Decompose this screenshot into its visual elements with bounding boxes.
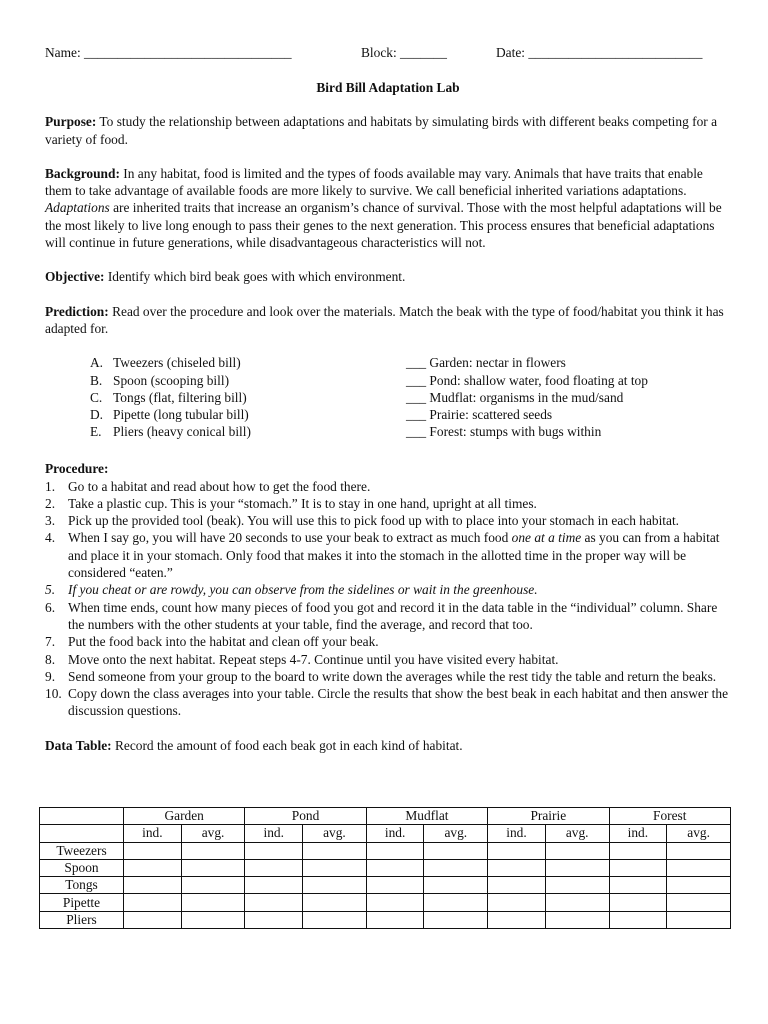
step-number: 5. bbox=[45, 582, 56, 598]
data-cell[interactable] bbox=[366, 911, 424, 928]
prediction-section bbox=[45, 303, 731, 338]
beak-text: Spoon (scooping bill) bbox=[113, 372, 230, 388]
beak-text: Tongs (flat, filtering bill) bbox=[113, 389, 247, 405]
beak-text: Pipette (long tubular bill) bbox=[113, 407, 249, 423]
step-text: Send someone from your group to the board to write down the averages while the rest tidy the table and return the beaks. bbox=[68, 668, 717, 684]
procedure-step bbox=[45, 495, 731, 512]
data-cell[interactable] bbox=[366, 859, 424, 876]
step-text-pre: When I say go, you will have 20 seconds to use your beak to extract as much food bbox=[68, 530, 512, 546]
data-table-caption-text: Record the amount of food each beak got in each kind of habitat. bbox=[111, 737, 463, 753]
date-field[interactable]: Date: __________________________ bbox=[496, 45, 703, 60]
table-row bbox=[40, 911, 731, 928]
procedure-list bbox=[45, 478, 731, 720]
step-text: Pick up the provided tool (beak). You will use this to pick food up with to place into your stomach in each habitat. bbox=[68, 513, 680, 529]
beak-item bbox=[90, 423, 251, 440]
step-text: Move onto the next habitat. Repeat steps 4-7. Continue until you have visited every habitat. bbox=[68, 651, 559, 667]
objective-text: Identify which bird beak goes with which environment. bbox=[104, 269, 406, 285]
procedure-step bbox=[45, 685, 731, 720]
habitat-match-list bbox=[406, 354, 648, 440]
data-cell[interactable] bbox=[245, 911, 303, 928]
habitat-header-forest: Forest bbox=[609, 808, 731, 825]
data-cell[interactable] bbox=[366, 842, 424, 859]
data-table-caption bbox=[45, 737, 731, 754]
step-text: If you cheat or are rowdy, you can observe from the sidelines or wait in the greenhouse. bbox=[68, 582, 538, 598]
block-field[interactable]: Block: _______ bbox=[361, 45, 447, 60]
step-number: 4. bbox=[45, 530, 56, 546]
procedure-step bbox=[45, 581, 731, 598]
data-cell[interactable] bbox=[545, 859, 609, 876]
row-label: Tongs bbox=[40, 877, 124, 894]
prediction-label: Prediction: bbox=[45, 303, 109, 319]
background-section bbox=[45, 165, 731, 251]
sub-header-ind: ind. bbox=[245, 825, 303, 842]
step-text: Go to a habitat and read about how to get the food there. bbox=[68, 478, 371, 494]
row-label: Spoon bbox=[40, 859, 124, 876]
data-cell[interactable] bbox=[488, 877, 546, 894]
row-label: Pliers bbox=[40, 911, 124, 928]
adaptations-term: Adaptations bbox=[45, 200, 110, 216]
data-cell[interactable] bbox=[124, 894, 182, 911]
beak-letter: D. bbox=[90, 407, 104, 423]
beak-item bbox=[90, 406, 251, 423]
background-text-2: are inherited traits that increase an organism’s chance of survival. Those with the most helpful adaptations will be the most likely to live long enough to pass their genes to the next generation. This process ensures that beneficial adaptations will continue in future generations, while disadvantageous characteristics will not. bbox=[45, 200, 722, 251]
data-cell[interactable] bbox=[366, 877, 424, 894]
purpose-section bbox=[45, 113, 731, 148]
sub-header-ind: ind. bbox=[609, 825, 667, 842]
beak-list bbox=[90, 354, 251, 440]
data-cell[interactable] bbox=[609, 842, 667, 859]
habitat-header-mudflat: Mudflat bbox=[366, 808, 487, 825]
procedure-step bbox=[45, 478, 731, 495]
beak-item bbox=[90, 354, 251, 371]
data-cell[interactable] bbox=[488, 842, 546, 859]
purpose-text: To study the relationship between adaptations and habitats by simulating birds with different beaks competing for a variety of food. bbox=[45, 114, 718, 147]
data-cell[interactable] bbox=[424, 911, 488, 928]
beak-text: Tweezers (chiseled bill) bbox=[113, 355, 241, 371]
habitat-header-prairie: Prairie bbox=[488, 808, 609, 825]
data-cell[interactable] bbox=[181, 894, 245, 911]
sub-header-ind: ind. bbox=[124, 825, 182, 842]
procedure-step bbox=[45, 529, 731, 581]
data-cell[interactable] bbox=[303, 894, 367, 911]
data-cell[interactable] bbox=[245, 877, 303, 894]
step-text: Take a plastic cup. This is your “stomach.” It is to stay in one hand, upright at all times. bbox=[68, 495, 537, 511]
habitat-header-garden: Garden bbox=[124, 808, 245, 825]
habitat-match-item[interactable]: ___ Pond: shallow water, food floating at top bbox=[406, 372, 648, 388]
procedure-step bbox=[45, 599, 731, 634]
beak-letter: C. bbox=[90, 389, 103, 405]
sub-header-ind: ind. bbox=[488, 825, 546, 842]
data-cell[interactable] bbox=[545, 894, 609, 911]
beak-text: Pliers (heavy conical bill) bbox=[113, 424, 251, 440]
step-number: 9. bbox=[45, 668, 56, 684]
data-cell[interactable] bbox=[245, 842, 303, 859]
data-cell[interactable] bbox=[124, 911, 182, 928]
corner-cell bbox=[40, 825, 124, 842]
procedure-step bbox=[45, 651, 731, 668]
habitat-match-item[interactable]: ___ Forest: stumps with bugs within bbox=[406, 424, 602, 440]
data-cell[interactable] bbox=[303, 842, 367, 859]
data-cell[interactable] bbox=[303, 877, 367, 894]
habitat-match-item[interactable]: ___ Garden: nectar in flowers bbox=[406, 355, 566, 371]
data-cell[interactable] bbox=[545, 911, 609, 928]
prediction-text: Read over the procedure and look over the materials. Match the beak with the type of food/habitat you think it has adapted for. bbox=[45, 303, 724, 336]
step-text-emphasis: one at a time bbox=[511, 530, 582, 546]
data-table-label: Data Table: bbox=[45, 737, 112, 753]
beak-letter: B. bbox=[90, 372, 103, 388]
sub-header-avg: avg. bbox=[424, 825, 488, 842]
step-text: Copy down the class averages into your table. Circle the results that show the best beak in each habitat and then answer the discussion questions. bbox=[68, 686, 729, 719]
sub-header-avg: avg. bbox=[667, 825, 731, 842]
data-cell[interactable] bbox=[245, 894, 303, 911]
step-number: 1. bbox=[45, 478, 56, 494]
table-row bbox=[40, 842, 731, 859]
worksheet-page bbox=[45, 44, 731, 754]
data-cell[interactable] bbox=[488, 894, 546, 911]
objective-label: Objective: bbox=[45, 269, 105, 285]
data-cell[interactable] bbox=[303, 859, 367, 876]
step-number: 3. bbox=[45, 513, 56, 529]
background-label: Background: bbox=[45, 165, 120, 181]
data-cell[interactable] bbox=[181, 842, 245, 859]
table-row bbox=[40, 859, 731, 876]
data-cell[interactable] bbox=[424, 842, 488, 859]
data-cell[interactable] bbox=[181, 859, 245, 876]
data-cell[interactable] bbox=[609, 859, 667, 876]
data-cell[interactable] bbox=[609, 911, 667, 928]
data-cell[interactable] bbox=[545, 842, 609, 859]
step-number: 10. bbox=[45, 686, 62, 702]
data-cell[interactable] bbox=[667, 877, 731, 894]
beak-habitat-matching bbox=[45, 354, 731, 442]
data-cell[interactable] bbox=[667, 859, 731, 876]
procedure-label: Procedure: bbox=[45, 461, 109, 477]
step-text-post: as you can from a habitat and place it in your stomach. Only food that makes it into the stomach in the allotted time in the proper way will be considered “eaten.” bbox=[68, 530, 720, 581]
beak-item bbox=[90, 372, 251, 389]
step-text: When time ends, count how many pieces of food you got and record it in the data table in the “individual” column. Share the numbers with the other students at your table, find the average, and record that too. bbox=[68, 599, 718, 632]
data-cell[interactable] bbox=[488, 859, 546, 876]
beak-letter: A. bbox=[90, 355, 104, 371]
data-table bbox=[39, 807, 731, 929]
data-cell[interactable] bbox=[181, 877, 245, 894]
data-cell[interactable] bbox=[424, 859, 488, 876]
sub-header-avg: avg. bbox=[303, 825, 367, 842]
data-cell[interactable] bbox=[424, 894, 488, 911]
data-cell[interactable] bbox=[366, 894, 424, 911]
step-text: Put the food back into the habitat and clean off your beak. bbox=[68, 634, 379, 650]
data-cell[interactable] bbox=[124, 877, 182, 894]
sub-header-avg: avg. bbox=[545, 825, 609, 842]
table-subheader-row bbox=[40, 825, 731, 842]
name-field[interactable]: Name: _______________________________ bbox=[45, 45, 292, 60]
data-cell[interactable] bbox=[488, 911, 546, 928]
row-label: Pipette bbox=[40, 894, 124, 911]
step-number: 6. bbox=[45, 599, 56, 615]
habitat-match-item[interactable]: ___ Mudflat: organisms in the mud/sand bbox=[406, 389, 624, 405]
table-row bbox=[40, 894, 731, 911]
corner-cell bbox=[40, 808, 124, 825]
data-cell[interactable] bbox=[424, 877, 488, 894]
step-number: 8. bbox=[45, 651, 56, 667]
data-cell[interactable] bbox=[667, 894, 731, 911]
data-cell[interactable] bbox=[303, 911, 367, 928]
page-title: Bird Bill Adaptation Lab bbox=[316, 80, 460, 95]
step-number: 7. bbox=[45, 634, 56, 650]
habitat-header-pond: Pond bbox=[245, 808, 366, 825]
data-cell[interactable] bbox=[667, 842, 731, 859]
procedure-step bbox=[45, 668, 731, 685]
header-row bbox=[45, 44, 731, 64]
data-cell[interactable] bbox=[609, 894, 667, 911]
sub-header-avg: avg. bbox=[181, 825, 245, 842]
procedure-step bbox=[45, 633, 731, 650]
row-label: Tweezers bbox=[40, 842, 124, 859]
data-cell[interactable] bbox=[667, 911, 731, 928]
step-text bbox=[68, 530, 720, 580]
step-number: 2. bbox=[45, 495, 56, 511]
table-header-row bbox=[40, 808, 731, 825]
data-cell[interactable] bbox=[545, 877, 609, 894]
data-cell[interactable] bbox=[124, 859, 182, 876]
table-row bbox=[40, 877, 731, 894]
background-text-1: In any habitat, food is limited and the types of foods available may vary. Animals that have traits that enable them to take advantage of available foods are more likely to survive. We call beneficial inherited variations adaptations. bbox=[45, 165, 703, 199]
procedure-step bbox=[45, 512, 731, 529]
purpose-label: Purpose: bbox=[45, 114, 97, 130]
habitat-match-item[interactable]: ___ Prairie: scattered seeds bbox=[406, 407, 553, 423]
sub-header-ind: ind. bbox=[366, 825, 424, 842]
beak-item bbox=[90, 389, 251, 406]
data-cell[interactable] bbox=[124, 842, 182, 859]
data-cell[interactable] bbox=[245, 859, 303, 876]
beak-letter: E. bbox=[90, 424, 102, 440]
data-cell[interactable] bbox=[609, 877, 667, 894]
data-cell[interactable] bbox=[181, 911, 245, 928]
objective-section bbox=[45, 268, 731, 285]
